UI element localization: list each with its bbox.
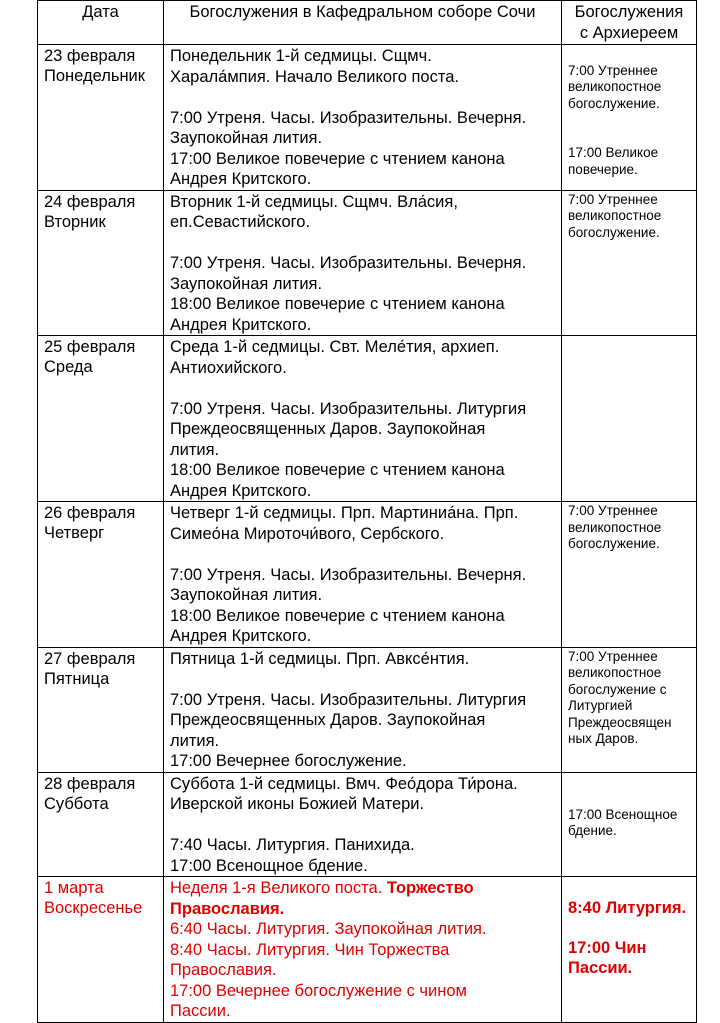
service-line [170,815,555,836]
bishop-line [568,878,690,898]
bishop-line: великопостное [568,519,662,535]
bishop-line: 17:00 Всенощное [568,806,678,822]
bishop-line: богослужение с [568,681,667,697]
table-row [38,45,697,191]
date-cell [38,336,164,502]
table-row [38,772,697,877]
bishop-line: 7:00 Утреннее [568,503,658,518]
weekday-text: Среда [44,358,93,376]
date-cell [38,647,164,772]
date-cell [38,45,164,191]
schedule-table [37,0,697,1023]
service-line: 17:00 Всенощное бдение. [170,856,368,875]
bishop-line: 7:00 Утреннее [568,62,658,78]
bishop-line [568,112,690,129]
bishop-line: богослужение. [568,95,660,111]
service-line: Пассии. [170,1002,231,1020]
service-text: Неделя 1-я Великого поста. [170,879,387,897]
bishop-line: 17:00 Чин [568,939,647,957]
bishop-line [568,129,690,146]
services-cell [164,877,562,1023]
service-line: Андрея Критского. [170,481,312,500]
header-row [38,1,697,45]
date-cell [38,772,164,877]
bishop-line: 8:40 Литургия. [568,899,687,917]
feast-title: Торжество [386,879,474,897]
bishop-line: великопостное [568,665,662,680]
date-text: 24 февраля [44,192,136,211]
services-cell [164,45,562,191]
service-line: 17:00 Великое повечерие с чтением канона [170,149,505,168]
services-cell [164,772,562,877]
service-line [170,878,555,899]
table-row-sunday [38,877,697,1023]
service-line: 7:40 Часы. Литургия. Панихида. [170,836,415,854]
service-line: 8:40 Часы. Литургия. Чин Торжества [170,940,450,959]
weekday-text: Суббота [44,794,109,813]
service-line: 18:00 Великое повечерие с чтением канона [170,606,505,625]
service-line: 18:00 Великое повечерие с чтением канона [170,461,505,479]
service-line: Вторник 1-й седмицы. Сщмч. Вла́сия, [170,192,458,211]
bishop-cell [562,336,697,502]
bishop-line: богослужение. [568,224,660,240]
service-line: 7:00 Утреня. Часы. Изобразительны. Вечерня. [170,108,527,127]
table-row [38,502,697,648]
table-row [38,647,697,772]
bishop-line [568,790,690,807]
service-line [170,544,555,565]
date-cell [38,877,164,1023]
weekday-text: Воскресенье [44,899,143,917]
service-line: Харала́мпия. Начало Великого поста. [170,67,459,86]
bishop-cell [562,502,697,648]
bishop-cell [562,772,697,877]
services-cell [164,336,562,502]
date-text: 28 февраля [44,774,136,793]
service-line: Пятница 1-й седмицы. Прп. Авксе́нтия. [170,649,470,668]
bishop-line: ных Даров. [568,731,639,746]
weekday-text: Пятница [44,669,110,688]
service-line: 6:40 Часы. Литургия. Заупокойная лития. [170,920,487,938]
bishop-cell [562,877,697,1023]
date-text: 1 марта [44,879,104,897]
date-text: 23 февраля [44,47,136,65]
service-line: лития. [170,440,220,459]
service-line: Заупокойная лития. [170,586,323,604]
service-line: Православия. [170,961,277,979]
service-line: Заупокойная лития. [170,274,323,293]
service-line: 7:00 Утреня. Часы. Изобразительны. Литургия [170,399,527,418]
service-line [170,233,555,254]
service-line: 17:00 Вечернее богослужение с чином [170,981,467,1000]
weekday-text: Четверг [44,524,105,542]
feast-title: Православия. [170,899,285,918]
service-line: Андрея Критского. [170,170,312,188]
bishop-line: Пассии. [568,959,633,977]
service-line: Среда 1-й седмицы. Свт. Меле́тия, архиеп. [170,338,500,356]
bishop-line: богослужение. [568,536,660,551]
bishop-cell [562,647,697,772]
service-line: Преждеосвященных Даров. Заупокойная [170,420,486,438]
service-line [170,378,555,399]
service-line: Преждеосвященных Даров. Заупокойная [170,711,486,729]
service-line [170,87,555,108]
bishop-line: повечерие. [568,161,638,177]
service-line: Заупокойная лития. [170,129,323,147]
date-cell [38,502,164,648]
service-line: Симео́на Мироточи́вого, Сербского. [170,524,445,543]
bishop-line: великопостное [568,79,662,94]
weekday-text: Понедельник [44,67,145,85]
weekday-text: Вторник [44,212,106,231]
service-line: 17:00 Вечернее богослужение. [170,752,407,770]
service-line: 7:00 Утреня. Часы. Изобразительны. Вечерня. [170,565,527,584]
bishop-line [568,46,690,63]
bishop-line: 7:00 Утреннее [568,648,658,664]
service-line: 7:00 Утреня. Часы. Изобразительны. Литургия [170,690,527,709]
service-line [170,669,555,690]
service-line: Понедельник 1-й седмицы. Сщмч. [170,47,432,65]
bishop-line: бдение. [568,823,617,838]
service-line: Андрея Критского. [170,315,312,334]
service-line: Четверг 1-й седмицы. Прп. Мартиниа́на. Прп. [170,504,519,522]
service-line: Суббота 1-й седмицы. Вмч. Фео́дора Ти́рона. [170,774,518,793]
service-line: 18:00 Великое повечерие с чтением канона [170,295,505,313]
bishop-line: Литургией [568,698,633,713]
service-line: Андрея Критского. [170,627,312,645]
date-text: 25 февраля [44,338,136,356]
services-cell [164,502,562,648]
header-date: Дата [38,1,164,45]
services-cell [164,647,562,772]
bishop-cell [562,190,697,336]
service-line: 7:00 Утреня. Часы. Изобразительны. Вечерня. [170,254,527,272]
date-text: 27 февраля [44,649,136,668]
service-line: лития. [170,731,220,750]
date-cell [38,190,164,336]
bishop-line: 17:00 Великое [568,145,659,160]
bishop-line [568,774,690,791]
service-line: Иверской иконы Божией Матери. [170,795,425,813]
service-line: Антиохийского. [170,358,287,377]
table-row [38,190,697,336]
date-text: 26 февраля [44,504,136,522]
service-line: еп.Севастийского. [170,213,311,231]
bishop-line: великопостное [568,208,662,223]
table-row [38,336,697,502]
header-bishop: Богослужения с Архиереем [562,1,697,45]
services-cell [164,190,562,336]
header-cathedral: Богослужения в Кафедральном соборе Сочи [164,1,562,45]
bishop-line: Преждеосвящен [568,714,672,730]
bishop-line: 7:00 Утреннее [568,191,658,207]
bishop-cell [562,45,697,191]
bishop-line [568,918,690,938]
